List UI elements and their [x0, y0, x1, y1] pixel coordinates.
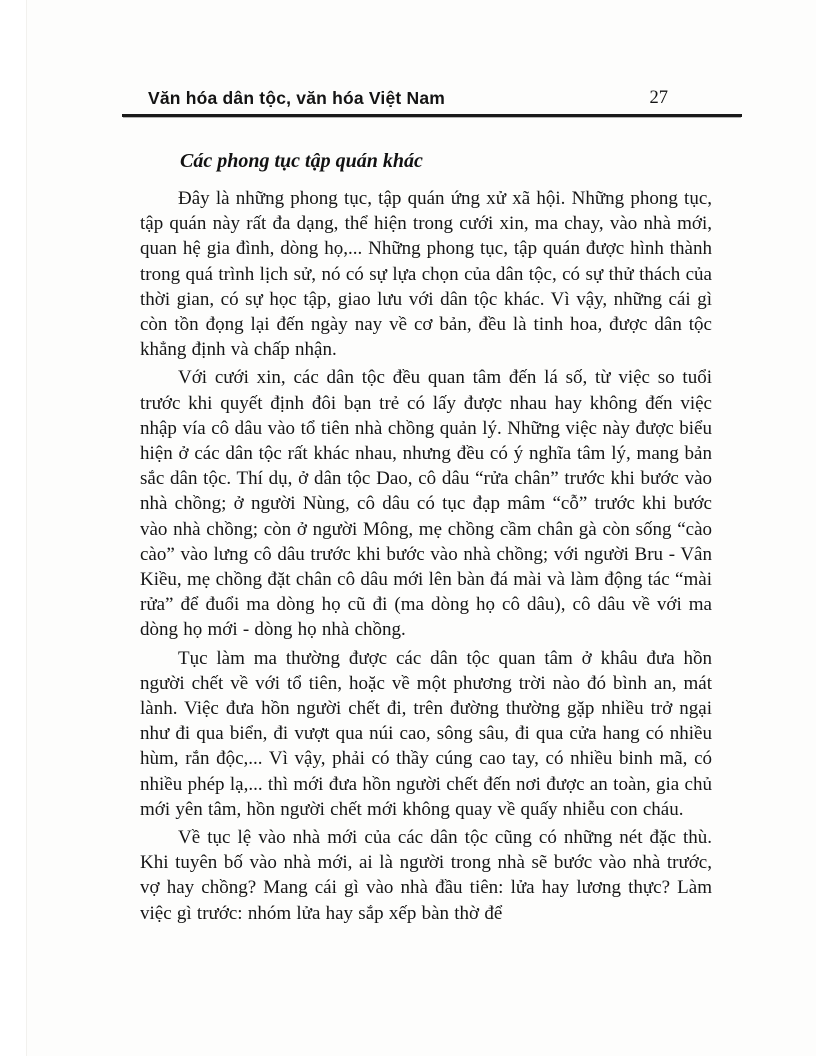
paragraph-customs-intro: Đây là những phong tục, tập quán ứng xử xã hội. Những phong tục, tập quán này rất đa dạng, thể hiện trong cưới xin, ma chay, vào nhà mới, quan hệ gia đình, dòng họ,... Những phong tục, tập quán được hình thành trong quá trình lịch sử, nó có sự lựa chọn của dân tộc, có sự thử thách của thời gian, có sự học tập, giao lưu với dân tộc khác. Vì vậy, những cái gì còn tồn đọng lại đến ngày nay về cơ bản, đều là tinh hoa, được dân tộc khẳng định và chấp nhận.: [140, 188, 712, 361]
running-header: [122, 88, 742, 117]
paragraph-wedding-customs: Với cưới xin, các dân tộc đều quan tâm đến lá số, từ việc so tuổi trước khi quyết định đôi bạn trẻ có lấy được nhau hay không đến việc nhập vía cô dâu vào tổ tiên nhà chồng quản lý. Những việc này được biểu hiện ở các dân tộc rất khác nhau, nhưng đều có ý nghĩa tâm lý, mang bản sắc dân tộc. Thí dụ, ở dân tộc Dao, cô dâu “rửa chân” trước khi bước vào nhà chồng; ở người Nùng, cô dâu có tục đạp mâm “cỗ” trước khi bước vào nhà chồng; còn ở người Mông, mẹ chồng cầm chân gà còn sống “cào cào” vào lưng cô dâu trước khi bước vào nhà chồng; với người Bru - Vân Kiều, mẹ chồng đặt chân cô dâu mới lên bàn đá mài và làm động tác “mài rửa” để đuổi ma dòng họ cũ đi (ma dòng họ cô dâu), cô dâu về với ma dòng họ mới - dòng họ nhà chồng.: [140, 367, 712, 641]
running-header-title: Văn hóa dân tộc, văn hóa Việt Nam: [148, 88, 446, 108]
paragraph-funeral-customs: Tục làm ma thường được các dân tộc quan tâm ở khâu đưa hồn người chết về với tổ tiên, hoặc về một phương trời nào đó bình an, mát lành. Việc đưa hồn người chết đi, trên đường thường gặp nhiều trở ngại như đi qua biển, đi vượt qua núi cao, sông sâu, đi qua cửa hang có nhiều hùm, rắn độc,... Vì vậy, phải có thầy cúng cao tay, có nhiều binh mã, có nhiều phép lạ,... thì mới đưa hồn người chết đến nơi được an toàn, gia chủ mới yên tâm, hồn người chết mới không quay về quấy nhiễu con cháu.: [140, 647, 712, 820]
page-body: [140, 150, 712, 929]
page-number: 27: [649, 88, 668, 108]
paragraph-new-house-customs: Về tục lệ vào nhà mới của các dân tộc cũng có những nét đặc thù. Khi tuyên bố vào nhà mới, ai là người trong nhà sẽ bước vào nhà trước, vợ hay chồng? Mang cái gì vào nhà đầu tiên: lửa hay lương thực? Làm việc gì trước: nhóm lửa hay sắp xếp bàn thờ để: [140, 827, 712, 924]
section-heading: Các phong tục tập quán khác: [180, 150, 423, 172]
